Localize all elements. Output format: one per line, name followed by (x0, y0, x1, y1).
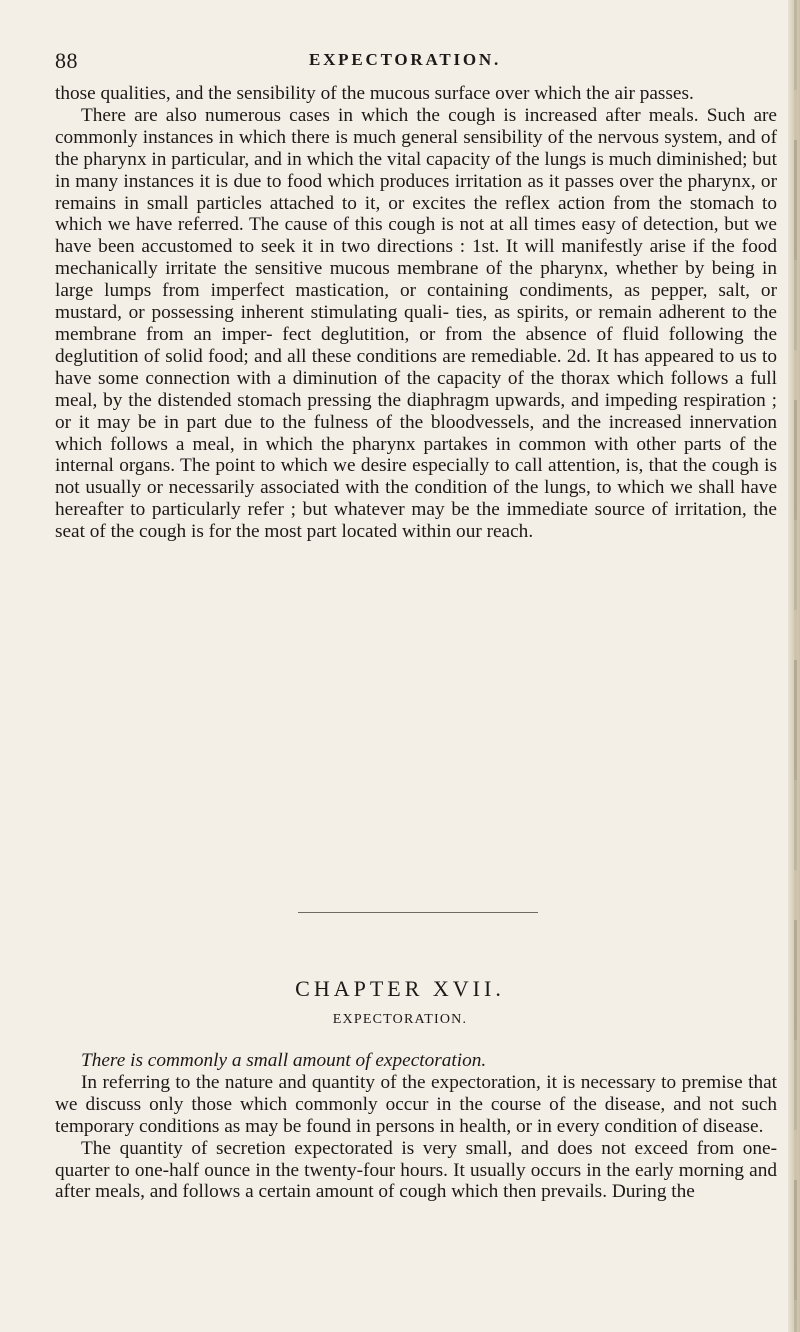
paragraph: those qualities, and the sensibility of the mucous surface over which the air passes. (55, 83, 694, 104)
running-head (55, 48, 755, 78)
running-title: EXPECTORATION. (308, 50, 502, 69)
chapter-subtitle: EXPECTORATION. (332, 1012, 468, 1027)
page-number: 88 (55, 48, 78, 73)
body-text-bottom (55, 1050, 777, 1203)
chapter-summary: There is commonly a small amount of expectoration. (81, 1050, 487, 1071)
chapter-heading: CHAPTER XVII. (295, 976, 505, 1001)
paragraph: The quantity of secretion expectorated is very small, and does not exceed from one-quarter to one-half ounce in the twenty-four hours. It usually occurs in the early morning and after meals, and follows a certain amount of cough which then prevails. During the (55, 1137, 777, 1203)
section-divider (298, 912, 538, 913)
paragraph: There are also numerous cases in which the cough is increased after meals. Such are commonly instances in which there is much general sensibility of the nervous system, and of the pharynx in particular, and in which the vital capacity of the lungs is much diminished; but in many instances it is due to food which produces irritation as it passes over the pharynx, or remains in small particles attached to it, or excites the reflex action from the stomach to which we have referred. The cause of this cough is not at all times easy of detection, but we have been accustomed to seek it in two directions : 1st. It will manifestly arise if the food mechanically irritate the sensitive mucous membrane of the pharynx, whether by being in large lumps from imperfect mastication, or containing condiments, as pepper, salt, or mustard, or possessing inherent stimulating quali- ties, as spirits, or remain adherent to the membrane from an imper- fect deglutition, or from the absence of fluid following the deglutition of solid food; and all these conditions are remediable. 2d. It has appeared to us to have some connection with a diminution of the capacity of the thorax which follows a full meal, by the distended stomach pressing the diaphragm upwards, and impeding respiration ; or it may be in part due to the fulness of the bloodvessels, and the increased innervation which follows a meal, in which the pharynx partakes in common with other parts of the internal organs. The point to which we desire especially to call attention, is, that the cough is not usually or necessarily associated with the condition of the lungs, to which we shall have hereafter to particularly refer ; but whatever may be the immediate source of irritation, the seat of the cough is for the most part located within our reach. (55, 104, 777, 543)
page-edge-shadow (794, 0, 797, 1332)
paragraph: In referring to the nature and quantity of the expectoration, it is necessary to premise that we discuss only those which commonly occur in the course of the disease, and not such temporary conditions as may be found in persons in health, or in every condition of disease. (55, 1071, 777, 1137)
body-text-top (55, 83, 777, 543)
